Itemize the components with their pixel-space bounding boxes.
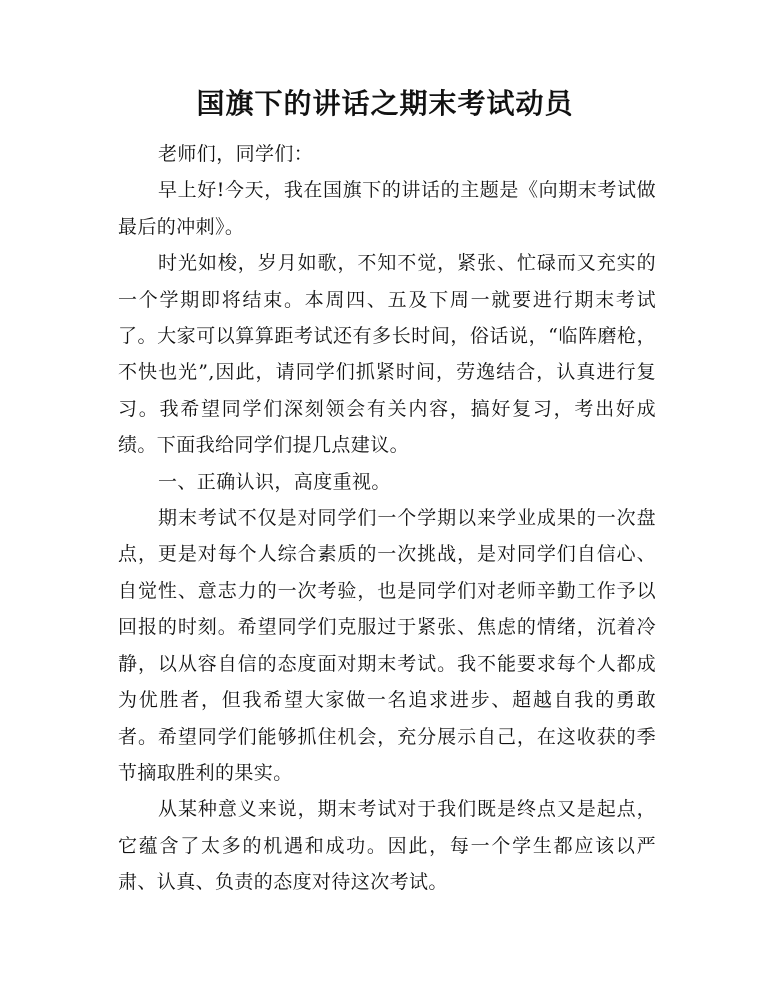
paragraph-time-flies: 时光如梭，岁月如歌，不知不觉，紧张、忙碌而又充实的一个学期即将结束。本周四、五及下周一就要进行期末考试了。大家可以算算距考试还有多长时间，俗话说，“临阵磨枪，不快也光”,因此，请同学们抓紧时间，劳逸结合，认真进行复习。我希望同学们深刻领会有关内容，搞好复习，考出好成绩。下面我给同学们提几点建议。: [118, 252, 656, 457]
paragraph-section-heading: 一、正确认识，高度重视。: [158, 470, 391, 493]
paragraph-exam-significance: 期末考试不仅是对同学们一个学期以来学业成果的一次盘点，更是对每个人综合素质的一次挑战，是对同学们自信心、自觉性、意志力的一次考验，也是同学们对老师辛勤工作予以回报的时刻。希望同学们克服过于紧张、焦虑的情绪，沉着冷静，以从容自信的态度面对期末考试。我不能要求每个人都成为优胜者，但我希望大家做一名追求进步、超越自我的勇敢者。希望同学们能够抓住机会，充分展示自己，在这收获的季节摘取胜利的果实。: [118, 507, 656, 784]
paragraph-greeting: 老师们，同学们：: [158, 143, 314, 165]
document-title: 国旗下的讲话之期末考试动员: [196, 87, 574, 120]
paragraph-opening: 早上好!今天，我在国旗下的讲话的主题是《向期末考试做最后的冲刺》。: [118, 179, 656, 238]
document-body: [118, 136, 656, 901]
paragraph-start-and-end: 从某种意义来说，期末考试对于我们既是终点又是起点，它蕴含了太多的机遇和成功。因此，每一个学生都应该以严肃、认真、负责的态度对待这次考试。: [118, 798, 656, 894]
